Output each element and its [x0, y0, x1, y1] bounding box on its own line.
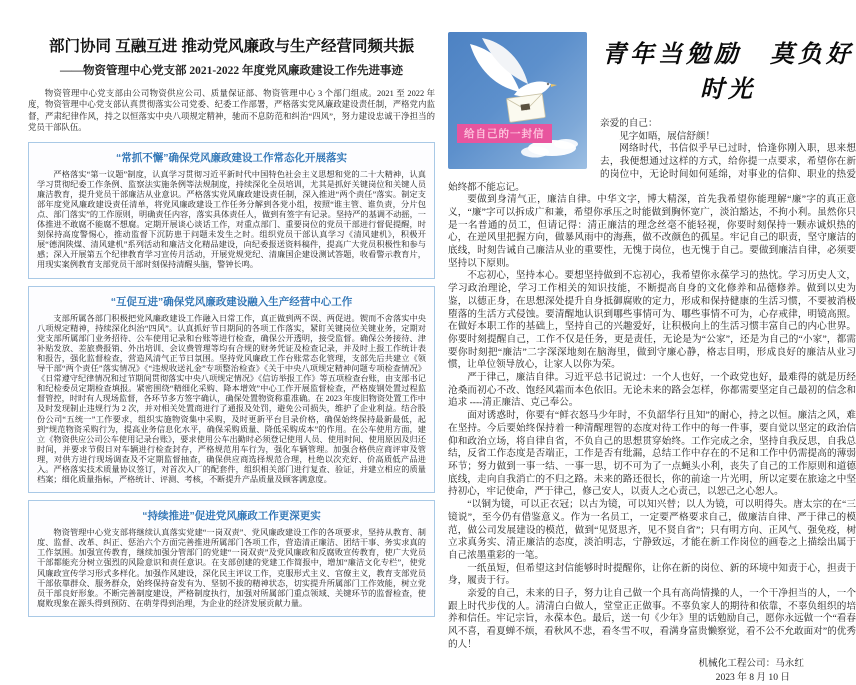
letter-title: 青年当勉励 莫负好时光: [602, 39, 854, 103]
letter-paragraph: 亲爱的自己，未来的日子，努力让自己做一个具有高尚情操的人，一个干净担当的人，一个跟上时代步伐的人。清清白白做人，堂堂正正做事。不辜负家人的期待和依靠，不辜负组织的培养和信任。牢记宗旨，永葆本色。最后，送一句《少年》里的话勉励自己，愿你永远做一个“看春风不喜，看夏蝉不烦，看秋风不悲，看冬雪不叹，看满身富贵懒察觉，看不公不允敢面对”的优秀的人！: [448, 588, 856, 650]
section-body: 支部所属各部门积极把党风廉政建设工作融入日常工作，真正做到两不误、两促进。锲而不舍落实中央八项规定精神，持续深化纠治“四风”。认真抓好节日期间的各项工作落实，紧盯关键岗位关键业务，定期对党支部所属部门业务招待、公车使用记录和台账等进行检查，确保公开透明，接受监督。确保公务接待、津补贴发放、差旅费报销、外出培训、会议费管理等均有合规的财务凭证及检查记录，并及时上报工作统计表和报告，强化监督检查，营造风清气正节日氛围。坚持党风廉政工作台账常态化管理，支部先后共建立《领导干部“两个责任”落实情况》《“违规收送礼金”专项整治检查》《关于中央八项规定精神问题专项检查情况》《日常遵守纪律情况和过节期间贯彻落实中央八项规定情况》《信访举报工作》等五项检查台账，由支部书记和纪检委员定期检查填报。紧密围绕“精细化采购、降本增效”中心工作开展监督检查，严格废钢处置过程监督管控，时时有人现场监督，各环节多方签字确认，确保处置物资称重准确。在 2023 年废旧物资处置工作中及时发现制止违规行为 2 次，并对相关处置商进行了通报及处罚，避免公司损失，维护了企业利益。结合股份公司“五统一”工作要求，组织实施物资集中采购，及时更新平台目录价格，确保始终保持最新最低，起到“规范物资采购行为，提高业务信息化水平，确保采购质量、降低采购成本”的作用。在公车使用方面，建立《物资供应公司公车使用记录台账》，要求使用公车出勤时必须登记使用人员、使用时间、使用原因及归还时间，并要求节假日对车辆进行检查封存，严格规范用车行为，强化车辆管理。加强合格供应商评审及管理，对供方进行现场调查及不定期监督抽查，确保供应商选择规范合理，杜绝以次充好、价高质低产品进入。严格落实技术质量协议签订，对首次入厂的配套件，组织相关部门进行复查、验证，并建立相应的质量档案；细化质量指标，严格统计、评测、考核，不断提升产品质量及顾客满意度。: [37, 313, 426, 485]
dove-with-envelope-icon: [448, 32, 587, 169]
letter-paragraph: “以铜为镜，可以正衣冠；以古为镜，可以知兴替；以人为镜，可以明得失。唐太宗的在“三镜说”，至今仍有借鉴意义。作为一名员工，一定要严格要求自己，做廉洁自律、严于律己的模范，做公司发展建设的模范，做到“见贤思齐，见不贤自省”；只有明方向、正风气、强免疫，树立求真务实、清正廉洁的态度，淡泊明志，宁静致远，才能在新工作岗位的画卷之上描绘出属于自己浓墨重彩的一笔。: [448, 499, 856, 561]
section-card-3: [28, 500, 435, 617]
section-heading: “常抓不懈”确保党风廉政建设工作常态化开展落实: [116, 151, 347, 164]
page-title: 部门协同 互融互进 推动党风廉政与生产经营同频共振: [48, 38, 415, 55]
page-subtitle: ——物资管理中心党支部 2021-2022 年度党风廉政建设工作先进事迹: [59, 65, 404, 77]
letter-paragraph: 面对诱惑时，你要有“鲜衣怒马少年时，不负韶华行且知”的耐心，持之以恒。廉洁之风，难在坚持。今后要始终保持着一种清醒理智的态度对待工作中的每一件事，要自觉以坚定的政治信仰和政治立场，将自律自省，不负自己的思想贯穿始终。工作完成之余，坚持自我反思，自我总结，反省工作态度是否端正，工作是否有纰漏，总结工作中存在的不足和工作中仍需提高的薄弱环节；努力做到一事一结、一事一思，切不可为了一点蝇头小利，丧失了自己的工作原则和道德底线，走向自我消亡的不归之路。未来的路还很长，你的前途一片光明，所以定要在旅途之中坚持初心，牢记使命，严于律己，修己安人，以责人之心责己，以恕己之心恕人。: [448, 410, 856, 498]
photo-caption-badge: 给自己的一封信: [457, 124, 552, 143]
section-body: 严格落实“第一议题”制度，认真学习贯彻习近平新时代中国特色社会主义思想和党的二十大精神，认真学习贯彻纪委工作条例、监察法实施条例等法规制度，持续深化全员培训，尤其是抓好关键岗位和关键人员廉洁教育，提升党员干部廉洁从业意识。严格落实党风廉政建设责任制，深入推进“两个责任”落实。制定支部年度党风廉政建设责任清单，将党风廉政建设工作任务分解到各党小组，按照“谁主管、谁负责，分片包点、部门落实”的工作原则，明确责任内容，落实具体责任人，做到有签字有记录。坚持严的基调不动摇，一体推进不敢腐不能腐不想腐。定期开展谈心谈话工作，对重点部门、重要岗位的党员干部进行督促提醒，时刻保持高度警惕心，推动监督下沉防患于问题未发生之时。组织党员干部认真学习《清风建机》，积极开展“德润陕煤、清风建机”系列活动和廉洁文化精品建设，向纪委报送资料稿件，提高广大党员积极性和参与感；深入开展第五个纪律教育学习宣传月活动，开展党规党纪、清廉国企建设测试答题，收看警示教育片，用现实案例教育支部党员干部时刻保持清醒头脑，警钟长鸣。: [37, 169, 426, 270]
section-heading: “互促互进”确保党风廉政建设融入生产经营中心工作: [110, 295, 353, 308]
letter-paragraph: 不忘初心，坚持本心。要想坚持做到不忘初心，我希望你永葆学习的热忱。学习历史人文，学习政治理论，学习工作相关的知识技能，不断提高自身的文化修养和品德修养。做到以史为鉴，以德正身，在思想深处提升自身抵御腐败的定力，形成和保持健康的生活习惯，不要被消极堕落的生活方式侵蚀。要清醒地认识到哪些事情可为、哪些事情不可为，心存戒律，明镜高照。在做好本职工作的基础上，坚持自己的兴趣爱好，让积极向上的生活习惯丰富自己的内心世界。你要时刻提醒自己，工作不仅是任务，更是责任，无论是为“公家”，还是为自己的“小家”，都需要你时刻把“廉洁”二字深深地刻在脑海里，做到守廉心静，格志目明，形成良好的廉洁从业习惯，让单位领导放心，让家人以你为荣。: [448, 270, 856, 371]
letter-photo: [448, 32, 587, 169]
section-card-1: [28, 142, 435, 279]
letter-paragraph: 一纸虽短，但希望这封信能够时时提醒你，让你在新的岗位、新的环境中知责于心，担责于身，履责于行。: [448, 562, 856, 587]
left-page: [28, 34, 435, 624]
letter-signature: 机械化工程公司：马永红: [698, 657, 804, 669]
letter-date: 2023 年 8 月 10 日: [715, 672, 790, 684]
letter-paragraph: 严于律己，廉洁自律。习近平总书记说过：一个人也好，一个政党也好，最难得的就是历经沧桑而初心不改、饱经风霜而本色依旧。无论未来的路会怎样，你都需要坚定自己最初的信念和追求 ----清正廉洁、克己奉公。: [448, 372, 856, 409]
letter-paragraph: 网络时代，书信似乎早已过时，恰逢你刚入职，思来想去，我便想通过这样的方式，给你提一点要求，希望你在新的岗位中，无论时间如何延绵，对事业的信仰、职业的热爱始终都不能忘记。: [448, 143, 856, 193]
intro-paragraph: 物资管理中心党支部由公司物资供应公司、质量保证部、物资管理中心 3 个部门组成。2021 至 2022 年度，物资管理中心党支部认真贯彻落实公司党委、纪委工作部署，严格落实党风廉政建设责任制，严格党内监督，严肃纪律作风，持之以恒落实中央八项规定精神，驰而不息防范和纠治“四风”，努力建设忠诚干净担当的党员干部队伍。: [28, 89, 435, 133]
letter-paragraph: 见字如晤，展信舒颜！: [619, 130, 716, 142]
right-page: [448, 26, 856, 685]
section-heading: “持续推进”促进党风廉政工作更深更实: [142, 510, 321, 523]
section-card-2: [28, 286, 435, 494]
section-body: 物资管理中心党支部将继续认真落实党建“一岗双责”、党风廉政建设工作的各项要求，坚持从教育、制度、监督、改革、纠正、惩治六个方面完善推进所属部门各项工作，营造清正廉洁、团结干事、务实求真的工作氛围。加强宣传教育，继续加强分管部门的党建“一岗双责”及党风廉政和反腐败宣传教育，使广大党员干部都能充分树立强烈的风险意识和责任意识。在支部创建的党建工作简报中，增加“廉洁文化专栏”，使党风廉政宣传学习形式多样化。加强作风建设，深化民主评议工作，克服形式主义、官僚主义，教育支部党员干部依靠群众、服务群众，始终保持奋发有为、坚韧不拔的精神状态，切实提升所属部门工作效能，树立党员干部良好形象。不断完善制度建设，严格制度执行，加强对所属部门重点领域、关键环节的监督检查，使腐败现象在源头得到预防、在萌芽得到治理，为企业的经济发展贡献力量。: [37, 528, 426, 608]
letter-paragraph: 要做到身清气正，廉洁自律。中华文字，博大精深，首先我希望你能理解“廉”字的真正意义，“廉”字可以拆成广和兼，希望你承压之时能做到胸怀宽广，淡泊豁达，不拘小利。虽然你只是一名普通的员工，但请记得：清正廉洁的理念丝毫不能轻视，你要时刻保持一颗赤诚炽热的心，在逆风里把握方向，做暴风雨中的海燕，做不改颜色的孤星。牢记自己的职责，坚守廉洁的底线，时刻告诫自己廉洁从业的重要性，无愧于岗位，也无愧于自己。要做到廉洁自律，必须要坚持以下原则。: [448, 194, 856, 269]
letter-salutation: 亲爱的自己：: [600, 118, 658, 129]
